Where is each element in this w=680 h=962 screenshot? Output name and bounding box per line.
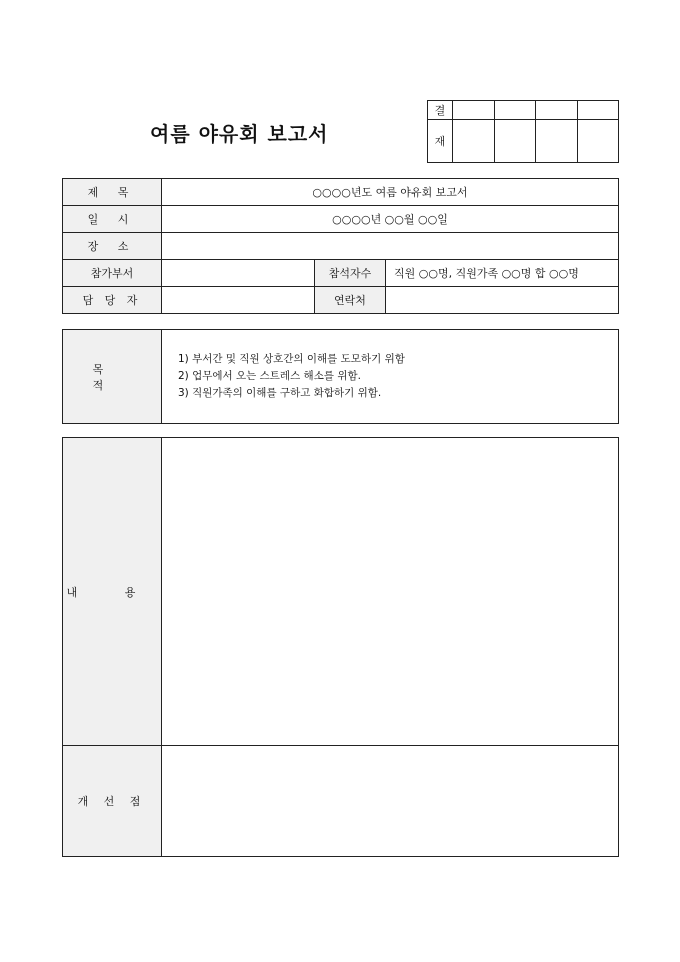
manager-value[interactable] <box>162 287 315 314</box>
attend-label: 참석자수 <box>315 260 386 287</box>
subject-label: 제 목 <box>63 179 162 206</box>
signature-cell[interactable] <box>494 120 536 163</box>
purpose-item: 1) 부서간 및 직원 상호간의 이해를 도모하기 위함 <box>178 353 405 365</box>
contact-value[interactable] <box>386 287 619 314</box>
dept-label: 참가부서 <box>63 260 162 287</box>
approval-cell <box>536 101 578 120</box>
approval-label-bottom: 재 <box>428 120 453 163</box>
signature-cell[interactable] <box>577 120 619 163</box>
improvement-value[interactable] <box>162 746 619 857</box>
content-value[interactable] <box>162 438 619 746</box>
approval-cell <box>453 101 495 120</box>
purpose-item: 2) 업무에서 오는 스트레스 해소를 위함. <box>178 370 361 382</box>
subject-value[interactable]: ○○○○년도 여름 야유회 보고서 <box>162 179 619 206</box>
content-table <box>62 437 619 857</box>
date-value[interactable]: ○○○○년 ○○월 ○○일 <box>162 206 619 233</box>
approval-box <box>427 100 619 163</box>
place-label: 장 소 <box>63 233 162 260</box>
content-label: 내 용 <box>63 438 162 746</box>
place-value[interactable] <box>162 233 619 260</box>
signature-cell[interactable] <box>453 120 495 163</box>
info-table <box>62 178 619 314</box>
purpose-item: 3) 직원가족의 이해를 구하고 화합하기 위함. <box>178 387 382 399</box>
purpose-label: 목 적 <box>63 330 162 424</box>
approval-label-top: 결 <box>428 101 453 120</box>
approval-cell <box>577 101 619 120</box>
signature-cell[interactable] <box>536 120 578 163</box>
purpose-list[interactable] <box>162 330 619 424</box>
improvement-label: 개 선 점 <box>63 746 162 857</box>
approval-cell <box>494 101 536 120</box>
attend-value[interactable]: 직원 ○○명, 직원가족 ○○명 합 ○○명 <box>386 260 619 287</box>
manager-label: 담 당 자 <box>63 287 162 314</box>
contact-label: 연락처 <box>315 287 386 314</box>
dept-value[interactable] <box>162 260 315 287</box>
purpose-table <box>62 329 619 424</box>
date-label: 일 시 <box>63 206 162 233</box>
document-title: 여름 야유회 보고서 <box>150 122 329 146</box>
